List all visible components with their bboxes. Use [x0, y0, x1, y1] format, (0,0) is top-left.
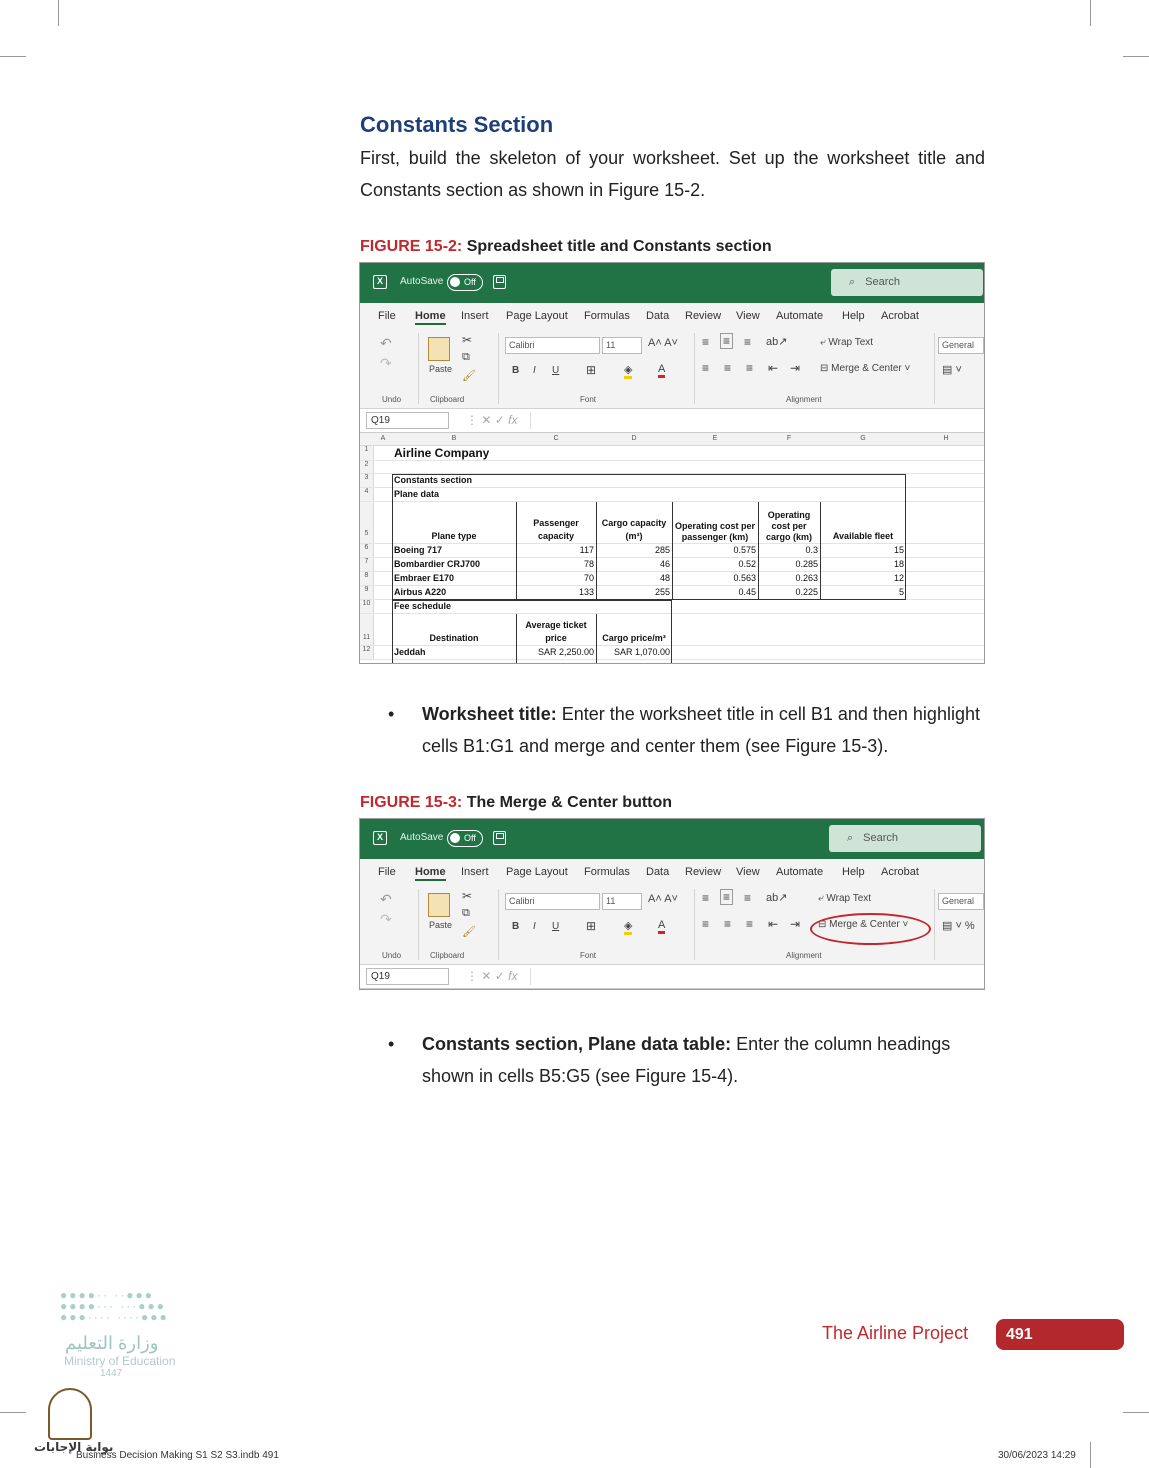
- number-format-select[interactable]: General: [938, 337, 984, 354]
- redo-icon[interactable]: ↷: [380, 355, 392, 371]
- font-size-select[interactable]: 11: [602, 337, 642, 354]
- table-row: [360, 461, 984, 474]
- section-heading: Constants Section: [360, 112, 554, 137]
- cell-b1[interactable]: Airline Company: [394, 446, 490, 460]
- autosave-toggle[interactable]: Off: [447, 274, 483, 291]
- ministry-arabic: وزارة التعليم: [65, 1333, 159, 1353]
- col-c[interactable]: C: [553, 435, 559, 442]
- cell-c[interactable]: 78: [583, 559, 594, 569]
- number-format-select[interactable]: General: [938, 893, 984, 910]
- running-footer: The Airline Project: [822, 1323, 969, 1343]
- bullet-item: [388, 698, 988, 762]
- tab-page-layout[interactable]: Page Layout: [506, 866, 568, 878]
- divider: [934, 889, 935, 960]
- formula-bar: [360, 409, 984, 433]
- cell-f5[interactable]: Operating cost per cargo (km): [765, 510, 812, 542]
- tab-automate[interactable]: Automate: [776, 310, 824, 322]
- indent-icon[interactable]: ⇤: [768, 361, 779, 375]
- wrap-text-button[interactable]: [818, 893, 871, 904]
- cell-d[interactable]: 48: [659, 573, 670, 583]
- col-b[interactable]: B: [451, 435, 457, 442]
- page-number: 491: [996, 1319, 1124, 1350]
- watermark-logo-icon: [48, 1388, 92, 1440]
- cell-g[interactable]: 18: [893, 559, 904, 569]
- cell-f[interactable]: 0.3: [805, 545, 818, 555]
- align-right-icon[interactable]: ≡: [746, 361, 754, 375]
- divider: [934, 333, 935, 404]
- tab-formulas[interactable]: Formulas: [584, 310, 630, 322]
- cell-b5[interactable]: Plane type: [431, 531, 477, 541]
- row-number[interactable]: 1: [360, 446, 374, 460]
- crop-mark: [1123, 56, 1149, 57]
- copy-icon[interactable]: ⧉: [462, 907, 470, 919]
- divider: [418, 333, 419, 404]
- align-bottom-icon[interactable]: ≡: [744, 335, 752, 349]
- formula-input[interactable]: [530, 412, 984, 429]
- bullet-dot: •: [388, 704, 395, 724]
- ribbon: [360, 329, 984, 409]
- cell-e5[interactable]: Operating cost per passenger (km): [674, 521, 755, 542]
- cell-b11[interactable]: Destination: [429, 633, 479, 643]
- ministry-year: 1447: [100, 1368, 123, 1379]
- bullet-dot: •: [388, 1034, 395, 1054]
- col-a[interactable]: A: [380, 435, 386, 442]
- tab-file[interactable]: File: [378, 866, 396, 878]
- figure-title: The Merge & Center button: [466, 794, 673, 811]
- fx-icon[interactable]: fx: [508, 969, 518, 983]
- merge-center-label: Merge & Center: [831, 363, 902, 374]
- search-icon: ⌕: [847, 832, 854, 844]
- cell-b[interactable]: Bombardier CRJ700: [394, 559, 481, 569]
- crop-mark: [1090, 0, 1091, 26]
- row-number[interactable]: 12: [360, 646, 374, 659]
- figure-caption: [360, 794, 672, 812]
- divider: [694, 889, 695, 960]
- italic-button[interactable]: I: [533, 365, 536, 376]
- cut-icon[interactable]: ✂: [462, 333, 473, 347]
- crop-mark: [0, 56, 26, 57]
- cell-f[interactable]: 0.285: [795, 559, 818, 569]
- group-clipboard: Clipboard: [430, 395, 465, 404]
- cell-b3[interactable]: Constants section: [394, 475, 473, 485]
- borders-icon[interactable]: ⊞: [586, 363, 597, 377]
- tab-home[interactable]: Home: [415, 866, 446, 881]
- tab-home[interactable]: Home: [415, 310, 446, 325]
- formula-bar: [360, 965, 984, 989]
- align-top-icon[interactable]: ≡: [702, 891, 710, 905]
- col-d[interactable]: D: [631, 435, 637, 442]
- bullet-lead: Worksheet title:: [422, 704, 557, 724]
- copy-icon[interactable]: ⧉: [462, 351, 470, 363]
- ministry-logo: [60, 1290, 205, 1379]
- bold-button[interactable]: B: [512, 921, 520, 932]
- format-painter-icon[interactable]: 🖌: [462, 926, 476, 938]
- align-right-icon[interactable]: ≡: [746, 917, 754, 931]
- cell-d12[interactable]: SAR 1,070.00: [613, 647, 670, 657]
- tab-automate[interactable]: Automate: [776, 866, 824, 878]
- merge-center-icon: ⊟: [818, 919, 830, 930]
- cell-d11[interactable]: Cargo price/m³: [602, 633, 666, 643]
- fx-icon[interactable]: fx: [508, 413, 518, 427]
- cell-d[interactable]: 255: [654, 587, 670, 597]
- tab-insert[interactable]: Insert: [461, 866, 489, 878]
- excel-screenshot: [359, 262, 985, 664]
- figure-title: Spreadsheet title and Constants section: [466, 238, 772, 255]
- undo-icon[interactable]: ↶: [380, 891, 392, 907]
- figure-label: FIGURE 15-2:: [360, 238, 463, 255]
- column-divider: [672, 502, 673, 600]
- cell-d5[interactable]: Cargo capacity (m³): [601, 518, 667, 541]
- row-number[interactable]: 2: [360, 461, 374, 473]
- row-number[interactable]: 6: [360, 544, 374, 557]
- align-bottom-icon[interactable]: ≡: [744, 891, 752, 905]
- column-divider: [596, 502, 597, 600]
- figure-label: FIGURE 15-3:: [360, 794, 463, 811]
- excel-icon: X: [373, 275, 387, 289]
- search-box[interactable]: [829, 825, 981, 852]
- merge-center-label: Merge & Center: [829, 919, 900, 930]
- cell-e[interactable]: 0.45: [738, 587, 756, 597]
- watermark-text: بوابة الإجابات: [34, 1440, 114, 1454]
- align-center-icon[interactable]: ≡: [724, 361, 732, 375]
- font-name-select[interactable]: Calibri: [505, 337, 600, 354]
- search-box[interactable]: [831, 269, 983, 296]
- cell-e[interactable]: 0.575: [733, 545, 756, 555]
- group-alignment: Alignment: [786, 951, 822, 960]
- cut-icon[interactable]: ✂: [462, 889, 473, 903]
- save-icon[interactable]: [493, 275, 506, 289]
- divider: [418, 889, 419, 960]
- group-clipboard: Clipboard: [430, 951, 465, 960]
- cell-b[interactable]: Airbus A220: [394, 587, 447, 597]
- grow-font-icon[interactable]: A˄ A˅: [648, 337, 678, 349]
- paste-icon[interactable]: [428, 893, 450, 917]
- crop-mark: [58, 0, 59, 26]
- name-box[interactable]: Q19: [366, 412, 449, 429]
- fee-schedule-border: [392, 600, 672, 664]
- formula-input[interactable]: [530, 968, 984, 985]
- title-bar: [360, 819, 984, 859]
- paste-label: Paste: [429, 364, 453, 374]
- cell-c[interactable]: 117: [579, 545, 594, 555]
- ribbon-tabs: [360, 303, 984, 329]
- fill-color-icon[interactable]: ◈: [624, 919, 632, 935]
- crop-mark: [1123, 1412, 1149, 1413]
- align-middle-icon[interactable]: ≡: [720, 333, 733, 349]
- row-number[interactable]: 11: [360, 614, 374, 645]
- col-h[interactable]: H: [943, 435, 949, 442]
- cell-c[interactable]: 70: [583, 573, 594, 583]
- intro-paragraph: First, build the skeleton of your worksheet. Set up the worksheet title and Constants section as shown in Figure 15-2.: [360, 148, 985, 200]
- table-row: [360, 446, 984, 461]
- crop-mark: [0, 1412, 26, 1413]
- font-name-select[interactable]: Calibri: [505, 893, 600, 910]
- cell-g[interactable]: 15: [893, 545, 904, 555]
- ministry-emblem-icon: ●●●●·· ··●●● ●●●●··· ···●●● ●●●···· ····●●●: [60, 1288, 169, 1324]
- fill-color-icon[interactable]: ◈: [624, 363, 632, 379]
- cell-d[interactable]: 46: [659, 559, 670, 569]
- currency-icon[interactable]: ▤ ˅: [942, 364, 962, 376]
- align-left-icon[interactable]: ≡: [702, 917, 710, 931]
- tab-acrobat[interactable]: Acrobat: [881, 310, 919, 322]
- align-middle-icon[interactable]: ≡: [720, 889, 733, 905]
- search-icon: ⌕: [849, 276, 856, 288]
- row-number[interactable]: 9: [360, 586, 374, 599]
- outdent-icon[interactable]: ⇥: [790, 361, 801, 375]
- wrap-text-label: Wrap Text: [828, 337, 874, 348]
- tab-review[interactable]: Review: [685, 310, 722, 322]
- divider: [498, 889, 499, 960]
- print-date: 30/06/2023 14:29: [998, 1450, 1076, 1461]
- autosave-label: AutoSave: [400, 832, 444, 843]
- outdent-icon[interactable]: ⇥: [790, 917, 801, 931]
- grow-font-icon[interactable]: A˄ A˅: [648, 893, 678, 905]
- tab-page-layout[interactable]: Page Layout: [506, 310, 568, 322]
- orientation-icon[interactable]: ab↗: [766, 336, 788, 348]
- plane-data-border: [392, 474, 906, 600]
- highlight-oval: [810, 913, 931, 945]
- ribbon-tabs: [360, 859, 984, 885]
- wrap-text-label: Wrap Text: [826, 893, 872, 904]
- col-f[interactable]: F: [786, 435, 792, 442]
- excel-icon: X: [373, 831, 387, 845]
- cell-c12[interactable]: SAR 2,250.00: [537, 647, 594, 657]
- autosave-toggle[interactable]: Off: [447, 830, 483, 847]
- col-e[interactable]: E: [712, 435, 718, 442]
- font-color-icon[interactable]: A: [658, 363, 665, 378]
- cell-f[interactable]: 0.263: [795, 573, 818, 583]
- cell-d[interactable]: 285: [654, 545, 670, 555]
- cell-e[interactable]: 0.52: [738, 559, 756, 569]
- tab-review[interactable]: Review: [685, 866, 722, 878]
- borders-icon[interactable]: ⊞: [586, 919, 597, 933]
- underline-button[interactable]: U: [552, 921, 560, 932]
- align-top-icon[interactable]: ≡: [702, 335, 710, 349]
- cell-g[interactable]: 12: [893, 573, 904, 583]
- paste-label: Paste: [429, 920, 453, 930]
- cell-b[interactable]: Embraer E170: [394, 573, 455, 583]
- wrap-text-button[interactable]: [820, 337, 873, 348]
- column-headers: [360, 433, 984, 446]
- font-color-icon[interactable]: A: [658, 919, 665, 934]
- cell-e[interactable]: 0.563: [733, 573, 756, 583]
- tab-help[interactable]: Help: [842, 310, 865, 322]
- print-slug: Business Decision Making S1 S2 S3.indb 491: [76, 1450, 279, 1461]
- row-number[interactable]: 10: [360, 600, 374, 613]
- column-divider: [516, 614, 517, 664]
- cell-b10[interactable]: Fee schedule: [394, 601, 452, 611]
- redo-icon[interactable]: ↷: [380, 911, 392, 927]
- autosave-label: AutoSave: [400, 276, 444, 287]
- excel-screenshot: [359, 818, 985, 990]
- underline-button[interactable]: U: [552, 365, 560, 376]
- italic-button[interactable]: I: [533, 921, 536, 932]
- group-font: Font: [580, 951, 597, 960]
- search-label: Search: [865, 276, 901, 288]
- font-size-select[interactable]: 11: [602, 893, 642, 910]
- tab-view[interactable]: View: [736, 866, 760, 878]
- group-font: Font: [580, 395, 597, 404]
- figure-caption: [360, 238, 772, 256]
- cell-b4[interactable]: Plane data: [394, 489, 440, 499]
- align-center-icon[interactable]: ≡: [724, 917, 732, 931]
- cell-c5[interactable]: Passenger capacity: [533, 518, 579, 541]
- bullet-lead: Constants section, Plane data table:: [422, 1034, 732, 1054]
- row-number[interactable]: 8: [360, 572, 374, 585]
- tab-view[interactable]: View: [736, 310, 760, 322]
- column-divider: [596, 614, 597, 664]
- merge-center-button[interactable]: ⊟ Merge & Center ˅: [820, 363, 911, 374]
- cell-c11[interactable]: Average ticket price: [525, 620, 587, 643]
- undo-icon[interactable]: ↶: [380, 335, 392, 351]
- search-label: Search: [863, 832, 899, 844]
- formula-icons: ⋮ ✕ ✓ fx: [466, 413, 518, 427]
- tab-data[interactable]: Data: [646, 310, 670, 322]
- title-bar: [360, 263, 984, 303]
- wrap-text-icon: ⤶: [820, 337, 829, 348]
- column-divider: [820, 502, 821, 600]
- tab-acrobat[interactable]: Acrobat: [881, 866, 919, 878]
- merge-center-icon: ⊟: [820, 363, 832, 374]
- row-number[interactable]: 5: [360, 502, 374, 543]
- divider: [694, 333, 695, 404]
- tab-file[interactable]: File: [378, 310, 396, 322]
- align-left-icon[interactable]: ≡: [702, 361, 710, 375]
- orientation-icon[interactable]: ab↗: [766, 892, 788, 904]
- cell-g[interactable]: 5: [898, 587, 904, 597]
- cell-c[interactable]: 133: [578, 587, 594, 597]
- currency-icon[interactable]: ▤ ˅ %: [942, 920, 975, 932]
- tab-formulas[interactable]: Formulas: [584, 866, 630, 878]
- col-g[interactable]: G: [860, 435, 866, 442]
- save-icon[interactable]: [493, 831, 506, 845]
- tab-data[interactable]: Data: [646, 866, 670, 878]
- format-painter-icon[interactable]: 🖌: [462, 370, 476, 382]
- cell-g5[interactable]: Available fleet: [832, 531, 894, 541]
- formula-icons: ⋮ ✕ ✓ fx: [466, 969, 518, 983]
- ministry-english: Ministry of Education: [64, 1354, 176, 1368]
- group-alignment: Alignment: [786, 395, 822, 404]
- cell-b[interactable]: Boeing 717: [394, 545, 443, 555]
- column-divider: [758, 502, 759, 600]
- bullet-text: Enter the column headings shown in cells B5:G5 (see Figure 15-4).: [422, 1034, 951, 1086]
- group-undo: Undo: [382, 951, 402, 960]
- bold-button[interactable]: B: [512, 365, 520, 376]
- tab-insert[interactable]: Insert: [461, 310, 489, 322]
- worksheet-grid: [360, 433, 984, 664]
- column-divider: [516, 502, 517, 600]
- bullet-item: [388, 1028, 988, 1092]
- cell-b12[interactable]: Jeddah: [394, 647, 426, 657]
- merge-center-button[interactable]: ⊟ Merge & Center ˅: [818, 919, 909, 930]
- row-number[interactable]: 3: [360, 474, 374, 487]
- divider: [498, 333, 499, 404]
- crop-mark: [1090, 1442, 1091, 1468]
- cell-f[interactable]: 0.225: [795, 587, 818, 597]
- bullet-text: Enter the worksheet title in cell B1 and then highlight cells B1:G1 and merge and center them (see Figure 15-3).: [422, 704, 980, 756]
- indent-icon[interactable]: ⇤: [768, 917, 779, 931]
- row-number[interactable]: 4: [360, 488, 374, 501]
- name-box[interactable]: Q19: [366, 968, 449, 985]
- wrap-text-icon: ⤶: [818, 893, 827, 904]
- group-undo: Undo: [382, 395, 402, 404]
- tab-help[interactable]: Help: [842, 866, 865, 878]
- paste-icon[interactable]: [428, 337, 450, 361]
- row-number[interactable]: 7: [360, 558, 374, 571]
